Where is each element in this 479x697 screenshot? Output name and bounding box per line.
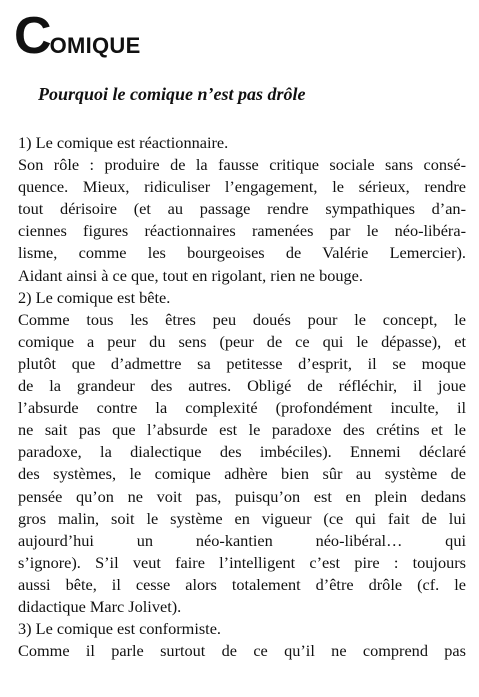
body-line: gros malin, soit le système en vigueur (ce qui fait de lui xyxy=(18,508,466,528)
heading-initial-capital: C xyxy=(14,7,50,65)
body-line: 2) Le comique est bête. xyxy=(18,287,171,307)
body-line: ne sait pas que l’absurde est le paradoxe des crétins et le xyxy=(18,420,466,440)
body-line: quence. Mieux, ridiculiser l’engagement, le sérieux, rendre xyxy=(18,177,466,197)
body-line: 1) Le comique est réactionnaire. xyxy=(18,133,229,152)
body-line: Comme il parle surtout de ce qu’il ne comprend pas xyxy=(18,641,466,661)
body-line: 3) Le comique est conformiste. xyxy=(18,619,221,639)
heading-small-caps: OMIQUE xyxy=(49,33,141,58)
body-text xyxy=(18,132,466,662)
body-line: pensée qu’on ne voit pas, puisqu’on est en plein dedans xyxy=(18,486,466,506)
body-line: plutôt que d’admettre sa petitesse d’esprit, il se moque xyxy=(18,353,466,373)
section-heading xyxy=(14,7,141,65)
body-line: Son rôle : produire de la fausse critique sociale sans consé- xyxy=(18,155,466,175)
body-line: ciennes figures réactionnaires ramenées par le néo-libéra- xyxy=(18,221,466,241)
body-line: Comme tous les êtres peu doués pour le concept, le xyxy=(18,309,466,329)
body-line: paradoxe, la dialectique des imbéciles). Ennemi déclaré xyxy=(18,442,466,462)
body-line: l’absurde contre la complexité (profondément inculte, il xyxy=(18,398,466,418)
body-line: aujourd’hui un néo-kantien néo-libéral… qui xyxy=(18,530,466,550)
body-line: comique a peur du sens (peur de ce qui le dépasse), et xyxy=(18,331,466,351)
article-subtitle: Pourquoi le comique n’est pas drôle xyxy=(38,84,306,104)
body-line: aussi bête, il cesse alors totalement d’être drôle (cf. le xyxy=(18,574,466,594)
body-line: lisme, comme les bourgeoises de Valérie Lemercier). xyxy=(18,243,466,263)
body-line: s’ignore). S’il veut faire l’intelligent c’est pire : toujours xyxy=(18,552,466,572)
body-line: Aidant ainsi à ce que, tout en rigolant, rien ne bouge. xyxy=(18,265,363,285)
body-line: de la grandeur des autres. Obligé de réfléchir, il joue xyxy=(18,376,466,396)
body-line: didactique Marc Jolivet). xyxy=(18,596,182,616)
body-line: des systèmes, le comique adhère bien sûr au système de xyxy=(18,464,466,484)
body-line: tout dérisoire (et au passage rendre sympathiques d’an- xyxy=(18,199,466,219)
